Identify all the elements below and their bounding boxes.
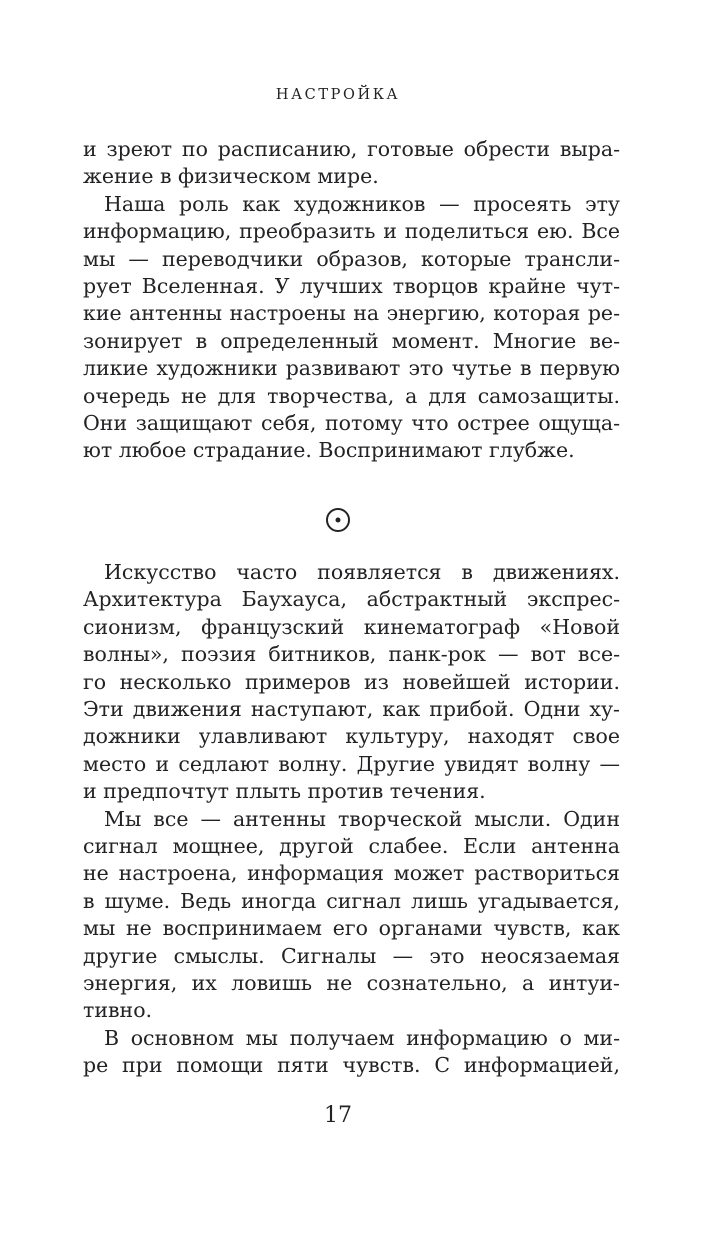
- text-line: ликие художники развивают это чутье в первую: [83, 356, 620, 381]
- text-line: место и седлают волну. Другие увидят волну —: [83, 751, 620, 776]
- text-line: информацию, преобразить и поделиться ею. Все: [83, 219, 620, 244]
- text-line: сигнал мощнее, другой слабее. Если антенна: [83, 833, 620, 858]
- text-line: сионизм, французский кинематограф «Новой: [83, 614, 620, 639]
- text-line: Наша роль как художников — просеять эту: [104, 191, 620, 216]
- text-line: не настроена, информация может раствориться: [83, 861, 620, 886]
- text-line: волны», поэзия битников, панк-рок — вот все-: [83, 642, 620, 667]
- text-line: энергия, их ловишь не сознательно, а интуи-: [83, 970, 620, 995]
- running-header: НАСТРОЙКА: [275, 87, 401, 103]
- text-line: другие смыслы. Сигналы — это неосязаемая: [83, 943, 620, 968]
- section-divider: [83, 508, 593, 532]
- circled-dot-icon: [326, 508, 350, 532]
- text-line: и предпочтут плыть против течения.: [83, 779, 486, 804]
- text-line: мы не воспринимаем его органами чувств, как: [83, 916, 620, 941]
- text-line: дожники улавливают культуру, находят свое: [83, 724, 620, 749]
- page-body-text: [83, 136, 620, 1080]
- text-line: го несколько примеров из новейшей истории.: [83, 669, 620, 694]
- text-line: в шуме. Ведь иногда сигнал лишь угадывается,: [83, 888, 620, 913]
- text-line: Искусство часто появляется в движениях.: [104, 559, 620, 584]
- text-line: Архитектура Баухауса, абстрактный экспрес-: [83, 587, 620, 612]
- text-line: Они защищают себя, потому что острее ощуща-: [83, 411, 620, 436]
- text-line: ре при помощи пяти чувств. С информацией,: [83, 1053, 620, 1078]
- circled-dot-center: [336, 517, 341, 522]
- text-line: мы — переводчики образов, которые трансли-: [83, 246, 620, 271]
- text-line: Мы все — антенны творческой мысли. Один: [104, 806, 620, 831]
- page-number: 17: [324, 1103, 352, 1128]
- text-line: В основном мы получаем информацию о ми-: [104, 1025, 620, 1050]
- text-line: зонирует в определенный момент. Многие ве-: [83, 328, 620, 353]
- text-line: кие антенны настроены на энергию, которая ре-: [83, 301, 620, 326]
- text-line: очередь не для творчества, а для самозащиты.: [83, 383, 620, 408]
- text-line: жение в физическом мире.: [83, 164, 379, 189]
- text-line: тивно.: [83, 998, 153, 1023]
- text-line: рует Вселенная. У лучших творцов крайне чут-: [83, 274, 620, 299]
- text-line: ют любое страдание. Воспринимают глубже.: [83, 438, 575, 463]
- text-line: Эти движения наступают, как прибой. Одни ху-: [83, 696, 620, 721]
- text-line: и зреют по расписанию, готовые обрести выра-: [83, 137, 620, 161]
